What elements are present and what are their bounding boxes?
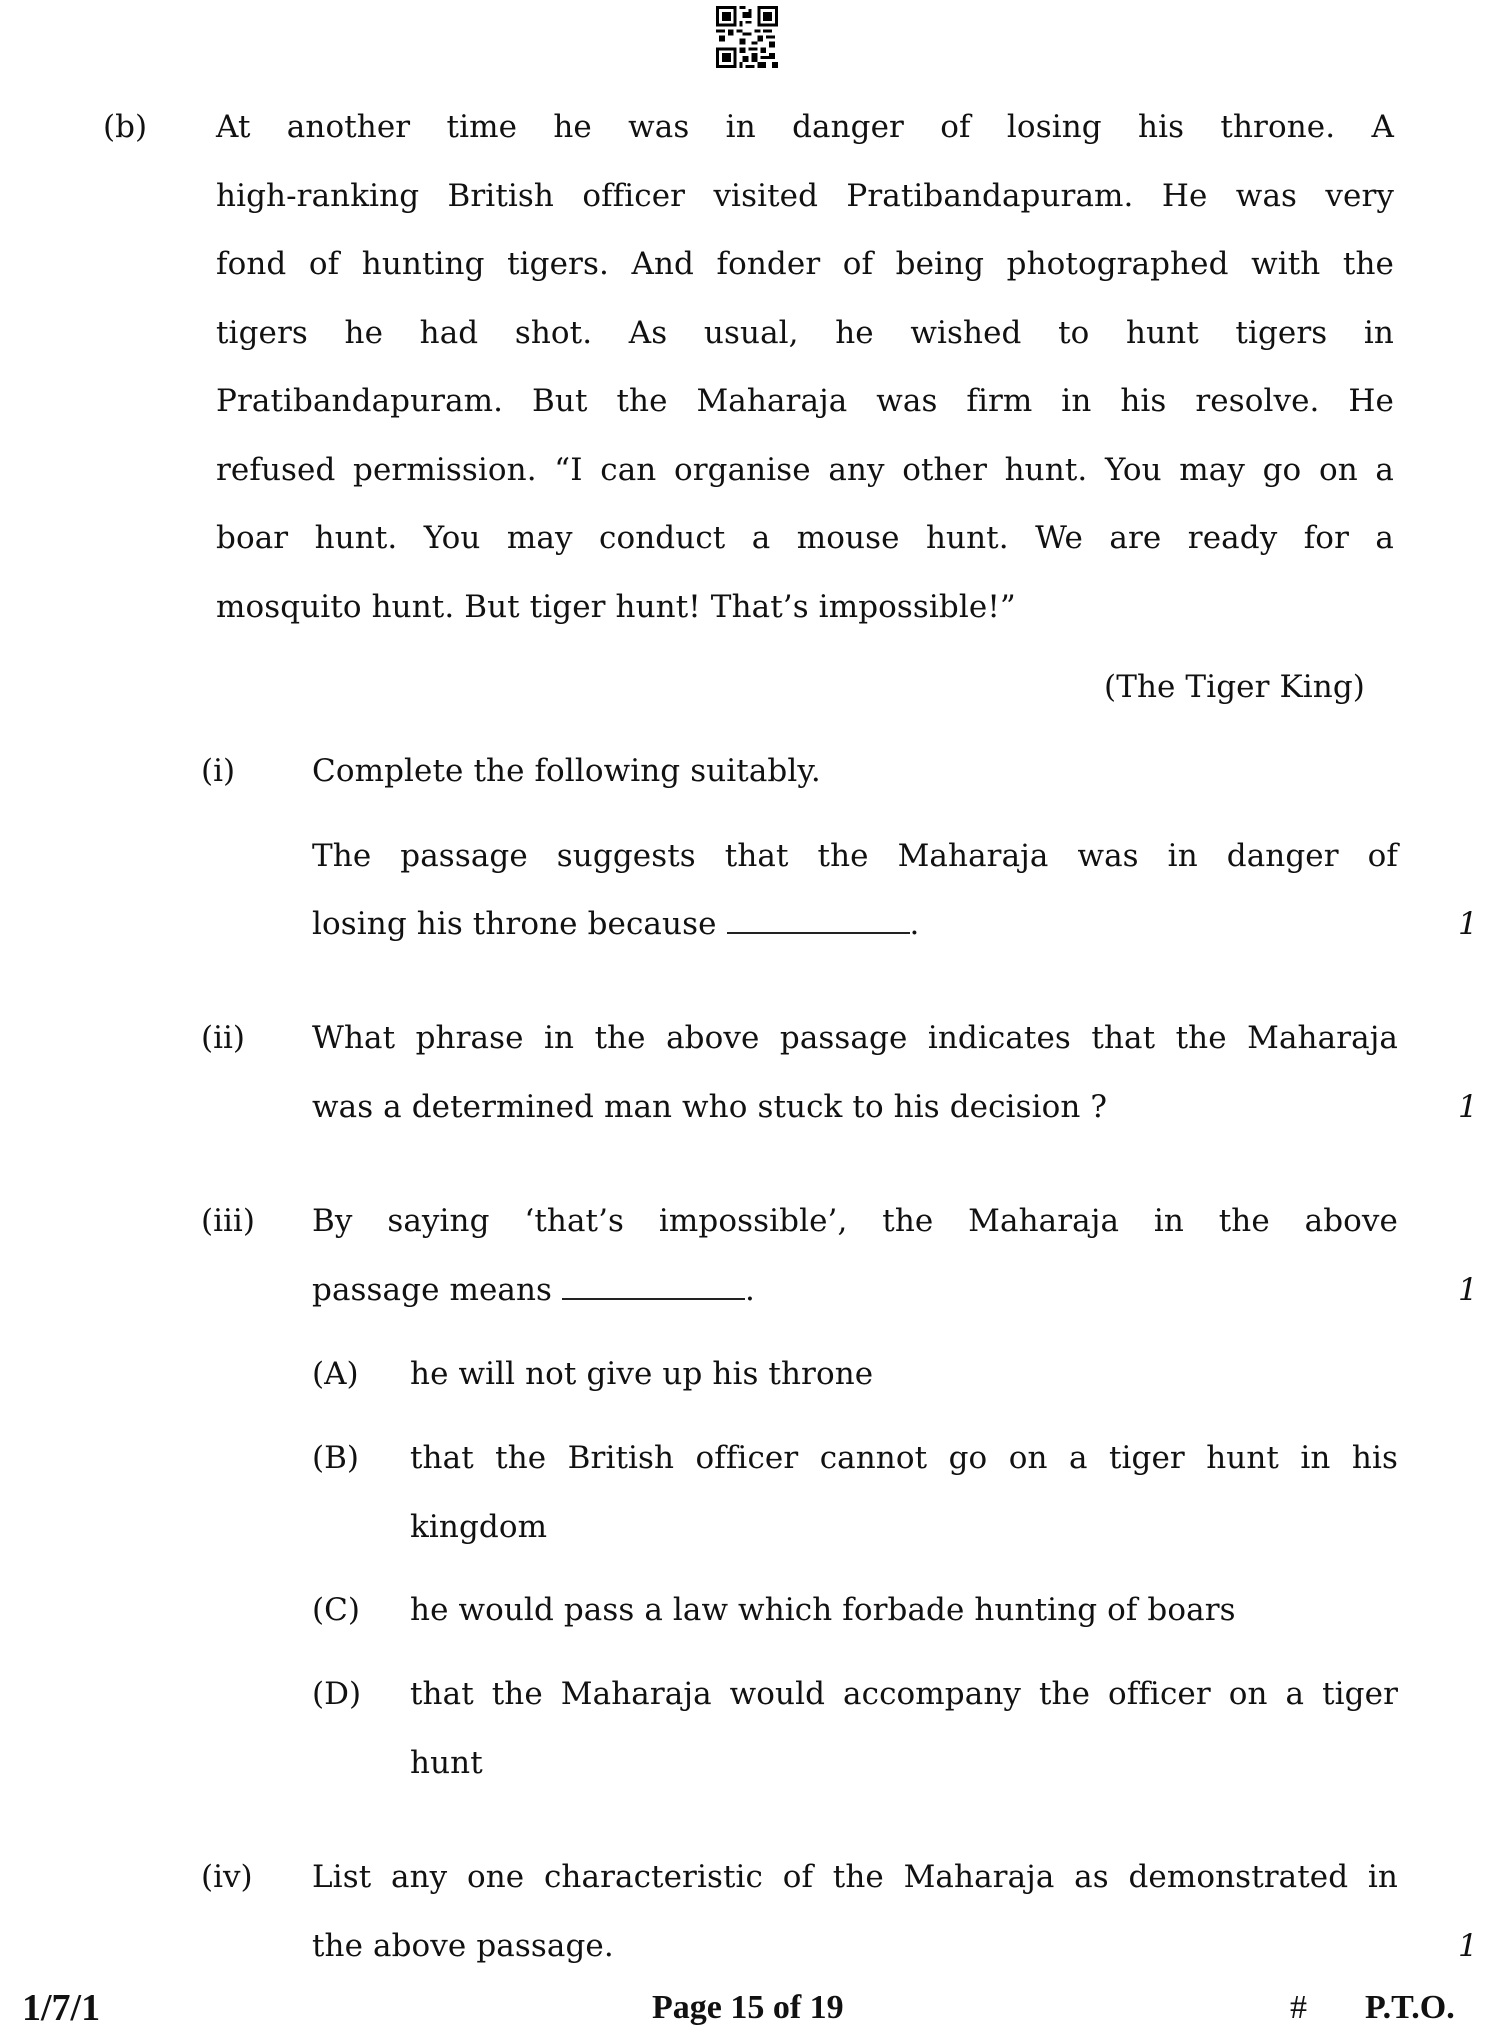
passage-line: At another time he was in danger of losing his throne. A: [216, 109, 1394, 145]
subquestion-text: the above passage.: [312, 1927, 614, 1964]
option-label: (A): [312, 1356, 359, 1392]
option-text: that the Maharaja would accompany the officer on a tiger: [410, 1676, 1398, 1712]
option-text: hunt: [410, 1744, 483, 1781]
qr-code-icon: [716, 6, 778, 68]
marks: 1: [1458, 1089, 1478, 1125]
marks: 1: [1458, 1928, 1478, 1964]
passage-line: refused permission. “I can organise any other hunt. You may go on a: [216, 451, 1394, 488]
marks: 1: [1458, 1272, 1478, 1308]
passage-source: (The Tiger King): [1104, 669, 1365, 705]
passage-line: Pratibandapuram. But the Maharaja was firm in his resolve. He: [216, 383, 1394, 419]
subquestion-text: losing his throne because: [312, 906, 717, 942]
answer-blank[interactable]: [727, 906, 910, 934]
passage-line: fond of hunting tigers. And fonder of being photographed with the: [216, 246, 1394, 282]
subquestion-label: (ii): [201, 1020, 246, 1056]
passage-line: high-ranking British officer visited Pratibandapuram. He was very: [216, 177, 1394, 214]
punctuation: .: [745, 1271, 756, 1308]
subquestion-text: What phrase in the above passage indicates that the Maharaja: [312, 1020, 1398, 1056]
option-d[interactable]: [410, 1660, 1398, 1797]
option-c[interactable]: he would pass a law which forbade hunting of boars: [410, 1592, 1236, 1628]
option-a[interactable]: he will not give up his throne: [410, 1356, 874, 1392]
subquestion-label: (i): [201, 753, 236, 789]
question-label: (b): [103, 109, 148, 145]
page-number: Page 15 of 19: [652, 1989, 844, 2026]
subquestion-text: List any one characteristic of the Maharaja as demonstrated in: [312, 1859, 1398, 1895]
subquestion-iii: [312, 1187, 1398, 1324]
option-label: (B): [312, 1440, 359, 1476]
marks: 1: [1458, 906, 1478, 942]
subquestion-text: The passage suggests that the Maharaja was in danger of: [312, 837, 1398, 874]
subquestion-iv: [312, 1843, 1398, 1980]
option-label: (D): [312, 1676, 362, 1712]
passage-line: tigers he had shot. As usual, he wished to hunt tigers in: [216, 314, 1394, 351]
passage-line: mosquito hunt. But tiger hunt! That’s impossible!”: [216, 588, 1016, 625]
subquestion-label: (iii): [201, 1203, 255, 1239]
passage-line: boar hunt. You may conduct a mouse hunt. We are ready for a: [216, 520, 1394, 556]
subquestion-ii: [312, 1004, 1398, 1141]
paper-code: 1/7/1: [22, 1987, 101, 2029]
option-b[interactable]: [410, 1424, 1398, 1561]
pto-label: P.T.O.: [1365, 1989, 1455, 2026]
subquestion-text: passage means: [312, 1271, 553, 1308]
answer-blank[interactable]: [562, 1272, 745, 1300]
subquestion-i: [312, 737, 1398, 959]
subquestion-text: By saying ‘that’s impossible’, the Maharaja in the above: [312, 1203, 1398, 1239]
hash-mark: #: [1290, 1989, 1307, 2026]
punctuation: .: [909, 906, 920, 942]
option-text: kingdom: [410, 1508, 548, 1545]
option-label: (C): [312, 1592, 360, 1628]
subquestion-text: Complete the following suitably.: [312, 753, 821, 789]
passage: [216, 93, 1394, 641]
option-text: that the British officer cannot go on a tiger hunt in his: [410, 1440, 1398, 1476]
subquestion-text: was a determined man who stuck to his decision ?: [312, 1088, 1108, 1125]
subquestion-label: (iv): [201, 1859, 253, 1895]
